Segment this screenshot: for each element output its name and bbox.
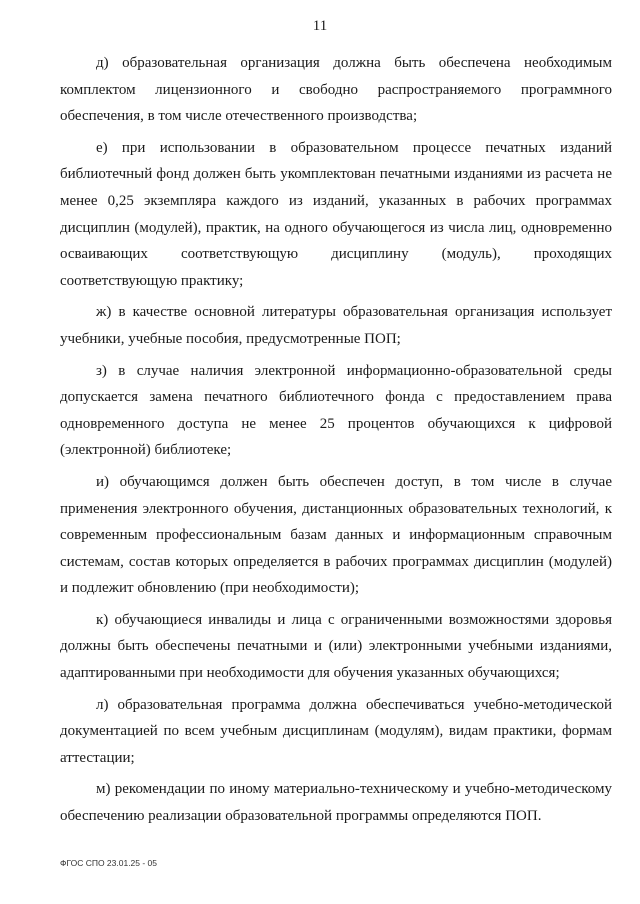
paragraph-m: м) рекомендации по иному материально-техническому и учебно-методическому обеспечению реализации образовательной программы определяются ПОП.	[60, 781, 612, 825]
document-footer: ФГОС СПО 23.01.25 - 05	[60, 858, 158, 868]
paragraph-zh: ж) в качестве основной литературы образовательная организация использует учебники, учебные пособия, предусмотренные ПОП;	[60, 304, 612, 347]
paragraph-e: е) при использовании в образовательном процессе печатных изданий библиотечный фонд должен быть укомплектован печатными изданиями из расчета не менее 0,25 экземпляра каждого из изданий, указанных в рабочих программах дисциплин (модулей), практик, на одного обучающегося из числа лиц, одновременно осваивающих соответствующую дисциплину (модуль), проходящих соответствующую практику;	[60, 139, 612, 289]
paragraph-k: к) обучающиеся инвалиды и лица с ограниченными возможностями здоровья должны быть обеспечены печатными и (или) электронными учебными изданиями, адаптированными при необходимости для обучения указанных обучающихся;	[60, 611, 612, 682]
page-number: 11	[312, 18, 328, 34]
paragraph-z: з) в случае наличия электронной информационно-образовательной среды допускается замена печатного библиотечного фонда с предоставлением права одновременного доступа не менее 25 процентов обучающихся к цифровой (электронной) библиотеке;	[60, 362, 612, 459]
document-body	[60, 50, 612, 835]
paragraph-i: и) обучающимся должен быть обеспечен доступ, в том числе в случае применения электронного обучения, дистанционных образовательных технологий, к современным профессиональным базам данных и информационным справочным системам, состав которых определяется в рабочих программах дисциплин (модулей) и подлежит обновлению (при необходимости);	[60, 473, 612, 597]
paragraph-d: д) образовательная организация должна быть обеспечена необходимым комплектом лицензионного и свободно распространяемого программного обеспечения, в том числе отечественного производства;	[60, 55, 612, 125]
paragraph-l: л) образовательная программа должна обеспечиваться учебно-методической документацией по всем учебным дисциплинам (модулям), видам практики, формам аттестации;	[60, 696, 612, 766]
